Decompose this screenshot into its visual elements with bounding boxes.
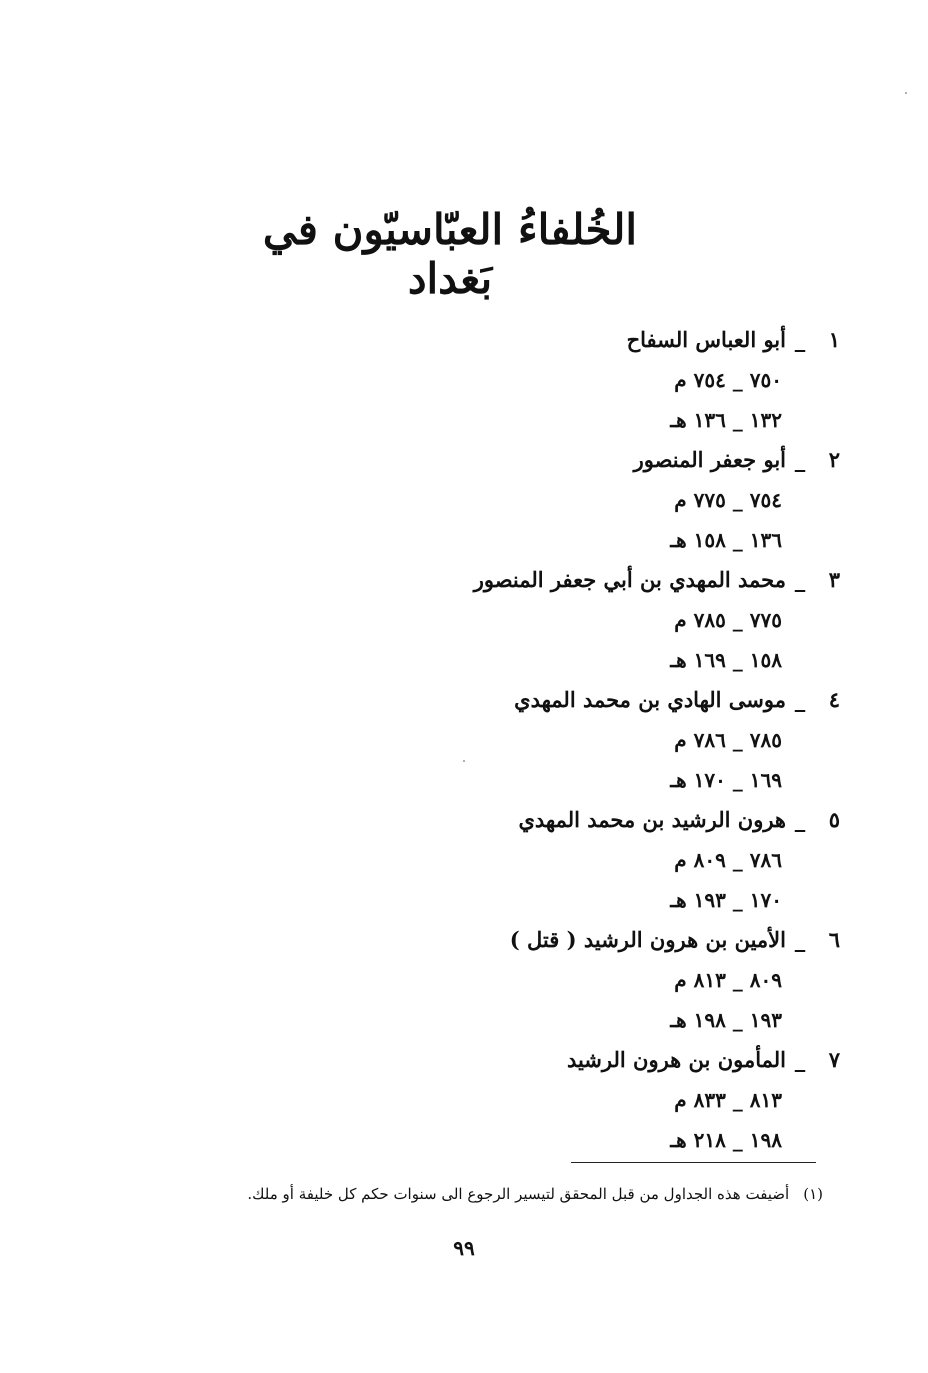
caliph-entry — [440, 442, 840, 562]
hijri-dates: ١٩٣ _ ١٩٨ هـ — [670, 1008, 782, 1032]
caliph-number: ٤ — [828, 687, 840, 712]
caliph-name: الأمين بن هرون الرشيد ( قتل ) — [509, 927, 786, 952]
caliph-name-line — [440, 682, 840, 722]
caliph-entry — [440, 922, 840, 1042]
caliph-name-line — [440, 442, 840, 482]
caliph-number: ٢ — [828, 447, 840, 472]
caliph-name-line — [440, 1042, 840, 1082]
page-number: ٩٩ — [453, 1236, 475, 1260]
caliph-number: ٣ — [828, 567, 840, 592]
caliph-entry — [440, 322, 840, 442]
gregorian-dates: ٧٨٦ _ ٨٠٩ م — [674, 848, 782, 872]
gregorian-dates: ٧٧٥ _ ٧٨٥ م — [674, 608, 782, 632]
hijri-dates: ١٣٦ _ ١٥٨ هـ — [670, 528, 782, 552]
caliph-number: ٥ — [828, 807, 840, 832]
caliph-name-line — [440, 802, 840, 842]
gregorian-dates: ٧٥٤ _ ٧٧٥ م — [674, 488, 782, 512]
dash: _ — [794, 447, 806, 472]
caliph-name: أبو العباس السفاح — [626, 327, 786, 352]
caliph-entry — [440, 802, 840, 922]
caliph-entry — [440, 682, 840, 802]
gregorian-dates: ٨١٣ _ ٨٣٣ م — [674, 1088, 782, 1112]
caliph-name-line — [440, 322, 840, 362]
caliph-number: ٦ — [828, 927, 840, 952]
dash: _ — [794, 1047, 806, 1072]
gregorian-dates: ٧٨٥ _ ٧٨٦ م — [674, 728, 782, 752]
footnote-text: أضيفت هذه الجداول من قبل المحقق لتيسير الرجوع الى سنوات حكم كل خليفة أو ملك. — [247, 1185, 790, 1203]
caliph-name: محمد المهدي بن أبي جعفر المنصور — [473, 567, 786, 592]
caliph-entry — [440, 1042, 840, 1162]
hijri-dates: ١٦٩ _ ١٧٠ هـ — [670, 768, 782, 792]
caliph-name: المأمون بن هرون الرشيد — [566, 1047, 786, 1072]
hijri-dates: ١٩٨ _ ٢١٨ هـ — [670, 1128, 782, 1152]
caliph-list — [440, 322, 840, 1162]
dash: _ — [794, 687, 806, 712]
caliph-number: ١ — [828, 327, 840, 352]
caliph-name: هرون الرشيد بن محمد المهدي — [518, 807, 786, 832]
scan-speck — [905, 92, 907, 94]
caliph-name-line — [440, 922, 840, 962]
footnote-divider — [571, 1162, 816, 1163]
caliph-entry — [440, 562, 840, 682]
footnote — [133, 1182, 823, 1206]
dash: _ — [794, 327, 806, 352]
footnote-marker: (١) — [803, 1185, 823, 1203]
hijri-dates: ١٣٢ _ ١٣٦ هـ — [670, 408, 782, 432]
caliph-name: موسى الهادي بن محمد المهدي — [514, 687, 786, 712]
caliph-number: ٧ — [828, 1047, 840, 1072]
hijri-dates: ١٥٨ _ ١٦٩ هـ — [670, 648, 782, 672]
gregorian-dates: ٨٠٩ _ ٨١٣ م — [674, 968, 782, 992]
dash: _ — [794, 567, 806, 592]
page-title: الخُلفاءُ العبّاسيّون في بَغداد — [262, 205, 638, 303]
dash: _ — [794, 807, 806, 832]
hijri-dates: ١٧٠ _ ١٩٣ هـ — [670, 888, 782, 912]
caliph-name-line — [440, 562, 840, 602]
caliph-name: أبو جعفر المنصور — [633, 447, 786, 472]
gregorian-dates: ٧٥٠ _ ٧٥٤ م — [674, 368, 782, 392]
dash: _ — [794, 927, 806, 952]
